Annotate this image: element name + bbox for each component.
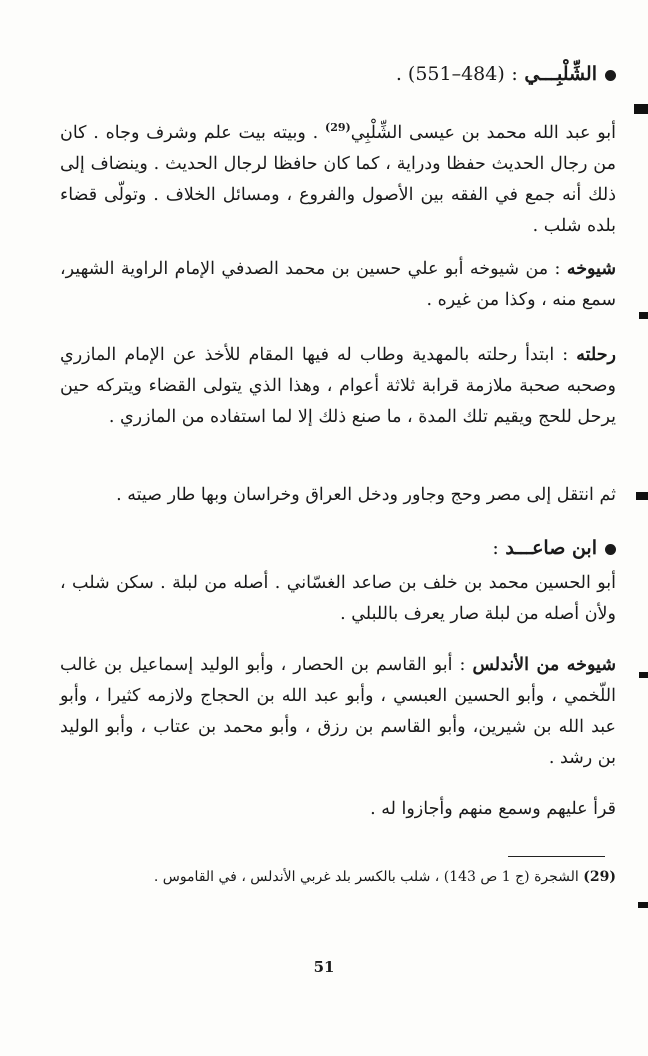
scan-edge-mark	[636, 492, 648, 500]
bio-ibn-saed-text: أبو الحسين محمد بن خلف بن صاعد الغسّاني . أصله من لبلة . سكن شلب ، ولأن أصله من لبلة صار يعرف باللبلي .	[60, 573, 616, 624]
bio-text-rest: . وبيته بيت علم وشرف وجاه . كان من رجال الحديث حفظا ودراية ، كما كان حافظا لرجال الحديث . وينضاف إلى ذلك أنه جمع في الفقه بين الأصول والفروع ، ومسائل الخلاف . وتولّى قضاء بلده شلب .	[60, 122, 616, 236]
paragraph-travels	[60, 480, 616, 511]
bullet-icon	[605, 544, 616, 555]
teachers-label: شيوخه	[566, 259, 616, 279]
scan-edge-mark	[634, 104, 648, 114]
paragraph-journey	[60, 340, 616, 433]
andalus-teachers-label: شيوخه من الأندلس	[472, 655, 616, 675]
section-heading-shilbi	[40, 62, 616, 86]
paragraph-teachers	[60, 254, 616, 316]
paragraph-bio-shilbi	[60, 112, 616, 242]
footnote-ref: (29)	[325, 121, 351, 134]
paragraph-bio-ibn-saed	[60, 568, 616, 630]
teachers-text: : من شيوخه أبو علي حسين بن محمد الصدفي الإمام الراوية الشهير، سمع منه ، وكذا من غيره .	[60, 259, 616, 310]
bio-text-start: أبو عبد الله محمد بن عيسى الشِّلْبِي	[350, 122, 616, 143]
heading-name: الشِّلْبِـــي	[524, 63, 597, 85]
scan-edge-mark	[639, 672, 648, 678]
paragraph-andalus-teachers	[60, 650, 616, 774]
paragraph-studied	[60, 794, 616, 825]
footnote	[60, 866, 616, 888]
heading-name: ابن صاعـــد	[505, 537, 597, 559]
andalus-teachers-text: : أبو القاسم بن الحصار ، وأبو الوليد إسماعيل بن غالب اللّخمي ، وأبو الحسين العبسي ، وأبو عبد الله بن الحجاج ولازمه كثيرا ، وأبو عبد الله بن شيرين، وأبو القاسم بن رزق ، وأبو محمد بن عتاب ، وأبو الوليد بن رشد .	[60, 655, 616, 768]
scan-edge-mark	[638, 902, 648, 908]
heading-dates: (484–551) .	[395, 63, 505, 85]
footnote-text: الشجرة (ج 1 ص 143) ، شلب بالكسر بلد غربي الأندلس ، في القاموس .	[153, 869, 579, 885]
heading-colon: :	[511, 63, 518, 85]
bullet-icon	[605, 70, 616, 81]
journey-label: رحلته	[576, 345, 616, 365]
heading-colon: :	[492, 537, 499, 559]
travels-text: ثم انتقل إلى مصر وحج وجاور ودخل العراق وخراسان وبها طار صيته .	[116, 485, 616, 505]
scan-edge-mark	[639, 312, 648, 319]
journey-text: : ابتدأ رحلته بالمهدية وطاب له فيها المقام للأخذ عن الإمام المازري وصحبه صحبة ملازمة قرابة ثلاثة أعوام ، وهذا الذي يتولى القضاء ويتركه حين يرحل للحج ويقيم تلك المدة ، ما صنع ذلك إلا لما استفاده من المازري .	[60, 345, 616, 427]
page-number: 51	[313, 958, 335, 976]
footnote-separator	[508, 856, 605, 857]
footnote-number: (29)	[583, 869, 616, 885]
section-heading-ibn-saed	[40, 536, 616, 560]
studied-text: قرأ عليهم وسمع منهم وأجازوا له .	[370, 799, 616, 819]
